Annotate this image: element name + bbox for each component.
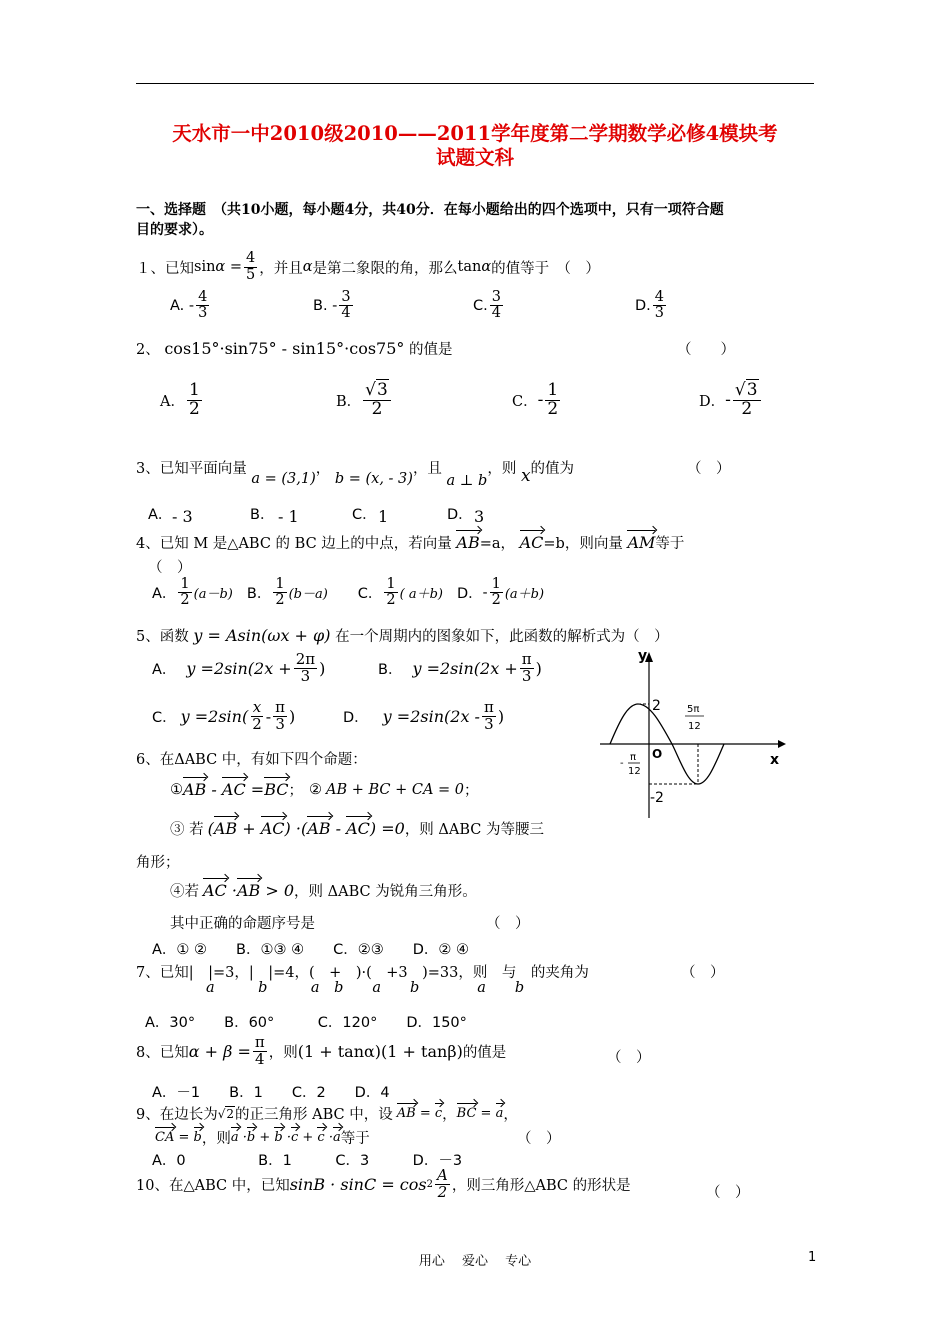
q1-fraction: $\frac{4}{5}$ [245, 250, 256, 283]
q3-vec-b: b = (x, - 3) [334, 471, 413, 487]
q8-options: A．－1 B．1 C．2 D．4 [152, 1085, 390, 1101]
q6-paren: （ ） [486, 916, 530, 932]
q4-vec-ab: AB [456, 533, 480, 552]
q1-tail: 的值等于 （ ） [491, 260, 600, 277]
q4-vec-am: AM [627, 533, 656, 552]
q3-paren: （ ） [687, 461, 731, 477]
section-heading: 一、选择题 （共10小题，每小题4分，共40分．在每小题给出的四个选项中，只有一项符合题 [136, 202, 724, 218]
q2-option-a: A． $\frac{1}{2}$ [160, 380, 200, 419]
q6-proposition-3-cont: 角形； [136, 855, 180, 871]
page-number: 1 [808, 1250, 817, 1265]
q4-options: A． $\frac{1}{2}$ (a－b) B． $\frac{1}{2}$ (b－a) C． $\frac{1}{2}$ ( a＋b) D． - $\frac{1}{2}$ (a＋b) [152, 576, 545, 609]
q5-option-b: B． y =2sin(2x + $\frac{\pi}{3}$ ) [378, 650, 542, 685]
q4-paren: （ ） [148, 560, 192, 576]
q3-option-b-val: - 1 [278, 507, 299, 526]
q4-vec-ac: AC [519, 533, 544, 552]
q6-proposition-4: ④若 AC ·AB > 0 ，则 ΔABC 为锐角三角形。 [170, 881, 477, 900]
q3-option-d-val: 3 [474, 507, 485, 526]
q3-option-b: B． [250, 507, 275, 523]
q5-option-c: C． y =2sin( $\frac{x}{2}$ - $\frac{\pi}{3}$ ) [152, 698, 296, 733]
q1-mid: ，并且 [259, 260, 303, 277]
q5-option-a: A． y =2sin(2x + $\frac{2\pi}{3}$ ) [152, 650, 326, 685]
sine-graph [580, 640, 810, 825]
q1-prefix: １、已知 [136, 260, 194, 277]
q5-function: y = Asin(ωx + φ) [193, 626, 331, 645]
q8-paren: （ ） [607, 1050, 651, 1066]
svg-text:5π: 5π [687, 704, 700, 715]
left-tick-label [620, 752, 641, 777]
q6-options: A．① ② B．①③ ④ C．②③ D．② ④ [152, 942, 469, 958]
document-title-line2: 试题文科 [435, 146, 514, 169]
q2-option-b: B． $\frac{√3}{2}$ [336, 382, 393, 419]
min-value-label: -2 [650, 790, 664, 806]
origin-label: O [652, 747, 663, 761]
q2-expression: cos15°·sin75° - sin15°·cos75° [164, 339, 405, 358]
q9-line-2: CA = b ，则 a ·b + b ·c + c ·a 等于 [155, 1130, 370, 1147]
svg-text:π: π [630, 752, 637, 763]
x-axis-arrow [778, 740, 786, 748]
svg-text:12: 12 [688, 721, 701, 732]
q1-option-c: C. $\frac{3}{4}$ [473, 289, 501, 322]
q2-option-d: D． - $\frac{√3}{2}$ [699, 382, 763, 419]
question-4: 4、已知 M 是△ABC 的 BC 边上的中点，若向量 AB=a， AC=b，则向量 AM等于 [136, 533, 685, 552]
q3-option-a-val: - 3 [172, 507, 193, 526]
question-2: 2、 cos15°·sin75° - sin15°·cos75° 的值是 [136, 339, 453, 358]
q2-paren: （ ） [677, 342, 735, 358]
q6-proposition-1-2: ① AB - AC =BC ； ② AB + BC + CA = 0 ； [170, 780, 479, 799]
q1-option-a: A. - $\frac{4}{3}$ [170, 289, 208, 322]
question-7: 7、已知| |=3，| |=4，( + )·( +3 )=33，则 与 的夹角为 [136, 965, 589, 981]
q10-paren: （ ） [706, 1185, 750, 1201]
q1-option-d: D. $\frac{4}{3}$ [635, 289, 665, 322]
y-label: y [638, 648, 648, 664]
question-3: 3、已知平面向量 a = (3,1)， b = (x, - 3)，且 a ⊥ b，则 x的值为 [136, 461, 575, 489]
q3-option-d: D． [447, 507, 473, 523]
q1-tan-alpha: tanα [457, 259, 492, 275]
q3-option-c-val: 1 [378, 507, 389, 526]
question-9: 9、在边长为 √2 的正三角形 ABC 中，设 AB = c ， BC = a ， [136, 1106, 518, 1123]
q3-var: x [520, 466, 531, 486]
q6-proposition-3: ③ 若 (AB + AC) ·(AB - AC) =0 ，则 ΔABC 为等腰三 [170, 819, 544, 838]
q7-vector-letters: a b a b a b a b [206, 980, 525, 996]
q1-mid2: 是第二象限的角，那么 [312, 260, 458, 277]
q5-option-d: D． y =2sin(2x - $\frac{\pi}{3}$ ) [343, 698, 505, 733]
question-6: 6、在ΔABC 中，有如下四个命题： [136, 752, 367, 768]
svg-text:12: 12 [628, 766, 641, 777]
header-rule [136, 83, 814, 84]
q1-alpha: α [302, 259, 313, 275]
svg-text:-: - [620, 758, 624, 769]
page-footer: 用心 爱心 专心 [418, 1254, 532, 1269]
q3-option-c: C． [352, 507, 377, 523]
document-title-line1: 天水市一中2010级2010——2011学年度第二学期数学必修4模块考 [172, 122, 778, 145]
q1-option-b: B. - $\frac{3}{4}$ [313, 289, 351, 322]
question-8: 8、已知 α + β = $\frac{\pi}{4}$ ，则 (1 + tanα)(1 + tanβ) 的值是 [136, 1033, 507, 1068]
q3-vec-a: a = (3,1) [251, 471, 316, 487]
x-label: x [770, 752, 780, 768]
q9-paren: （ ） [517, 1131, 561, 1147]
q2-option-c: C． - $\frac{1}{2}$ [512, 380, 559, 419]
max-value-label: 2 [652, 698, 661, 714]
q7-options: A．30° B．60° C．120° D．150° [145, 1015, 467, 1031]
section-heading-cont: 目的要求）。 [136, 222, 213, 238]
q9-options: A．0 B．1 C．3 D．－3 [152, 1153, 463, 1169]
question-5: 5、函数 y = Asin(ωx + φ) 在一个周期内的图象如下，此函数的解析式为（ ） [136, 626, 669, 645]
q3-condition: a ⊥ b [446, 473, 488, 489]
q3-option-a: A． [148, 507, 173, 523]
q1-sin-alpha: sinα = [194, 259, 242, 275]
question-10: 10、在△ABC 中，已知 sinB · sinC = cos 2 $\frac{A}{2}$ ，则三角形△ABC 的形状是 [136, 1166, 631, 1201]
right-tick-label [685, 704, 704, 732]
q6-ask: 其中正确的命题序号是 [170, 916, 315, 932]
question-1 [136, 245, 600, 289]
q7-paren: （ ） [681, 965, 725, 981]
